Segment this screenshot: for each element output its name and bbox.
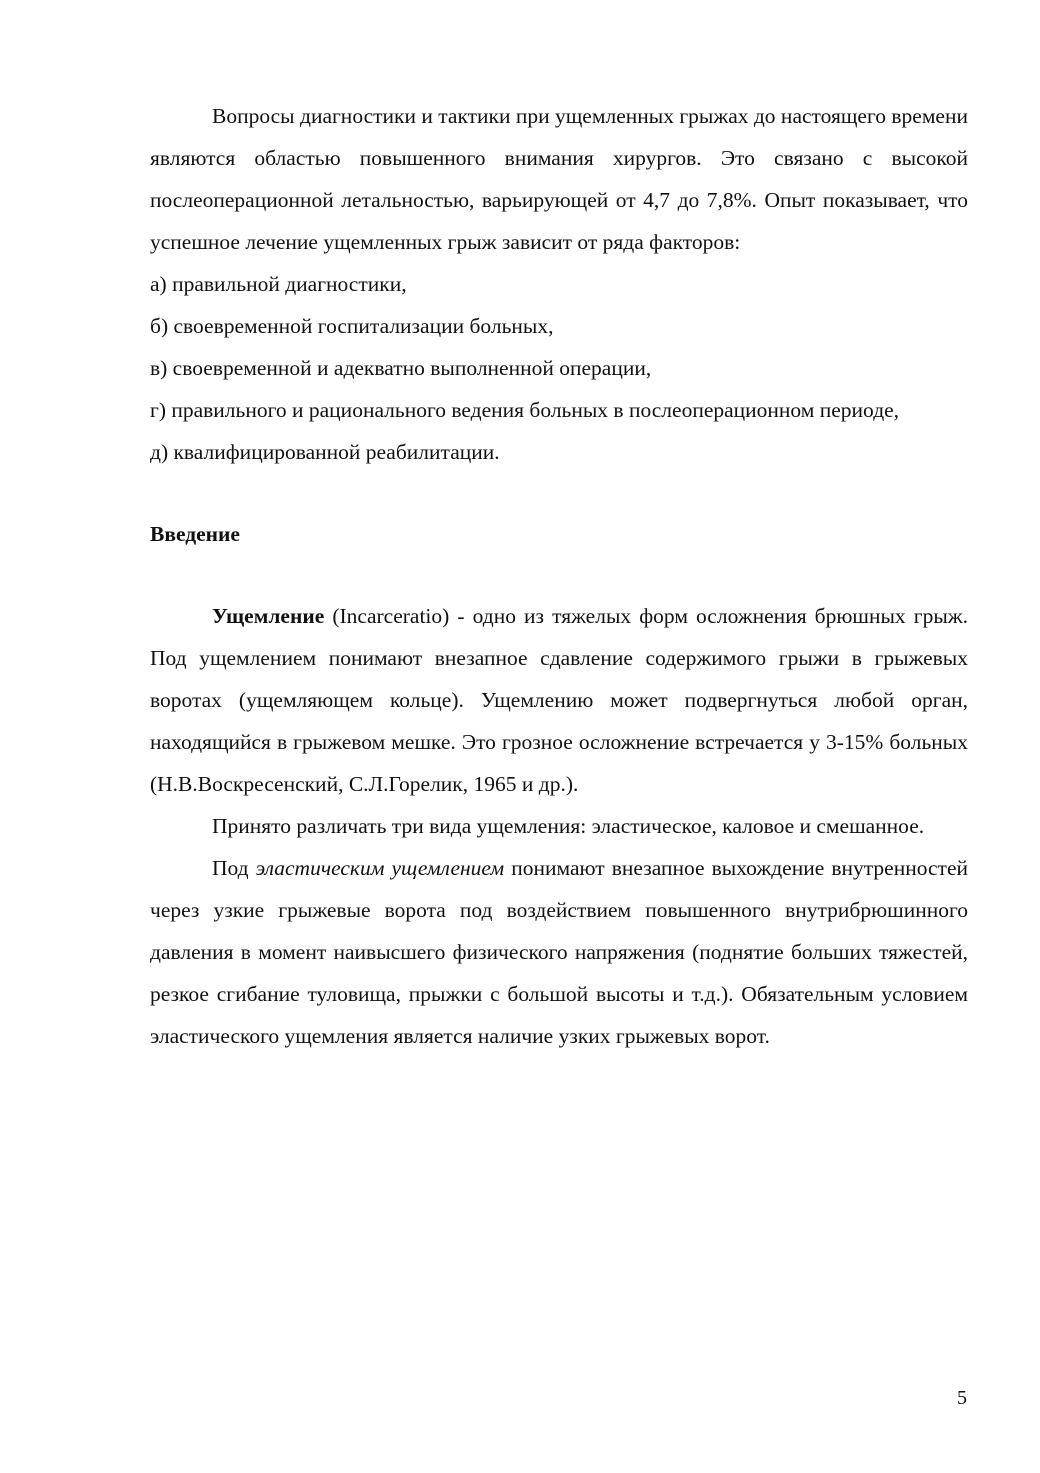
definition-paragraph <box>150 595 968 805</box>
definition-text: (Incarceratio) - одно из тяжелых форм осложнения брюшных грыж. Под ущемлением понимают внезапное сдавление содержимого грыжи в грыжевых воротах (ущемляющем кольце). Ущемлению может подвергнуться любой орган, находящийся в грыжевом мешке. Это грозное осложнение встречается у 3-15% больных (Н.В.Воскресенский, С.Л.Горелик, 1965 и др.). <box>150 604 968 796</box>
factor-item-g: г) правильного и рационального ведения больных в послеоперационном периоде, <box>150 398 900 422</box>
types-paragraph: Принято различать три вида ущемления: эластическое, каловое и смешанное. <box>212 814 925 838</box>
factors-list <box>150 263 968 473</box>
page-number: 5 <box>957 1387 967 1409</box>
document-page <box>150 95 968 1057</box>
factor-item-d: д) квалифицированной реабилитации. <box>150 440 500 464</box>
elastic-text: понимают внезапное выхождение внутренностей через узкие грыжевые ворота под воздействием повышенного внутрибрюшинного давления в момент наивысшего физического напряжения (поднятие больших тяжестей, резкое сгибание туловища, прыжки с большой высоты и т.д.). Обязательным условием эластического ущемления является наличие узких грыжевых ворот. <box>150 856 968 1048</box>
factor-item-v: в) своевременной и адекватно выполненной операции, <box>150 356 652 380</box>
factor-item-a: а) правильной диагностики, <box>150 272 407 296</box>
factor-item-b: б) своевременной госпитализации больных, <box>150 314 554 338</box>
section-heading: Введение <box>150 522 240 546</box>
intro-paragraph: Вопросы диагностики и тактики при ущемленных грыжах до настоящего времени являются областью повышенного внимания хирургов. Это связано с высокой послеоперационной летальностью, варьирующей от 4,7 до 7,8%. Опыт показывает, что успешное лечение ущемленных грыж зависит от ряда факторов: <box>150 104 968 254</box>
elastic-paragraph <box>150 847 968 1057</box>
italic-term: эластическим ущемлением <box>255 856 505 880</box>
bold-term: Ущемление <box>212 604 325 628</box>
elastic-lead: Под <box>212 856 256 880</box>
